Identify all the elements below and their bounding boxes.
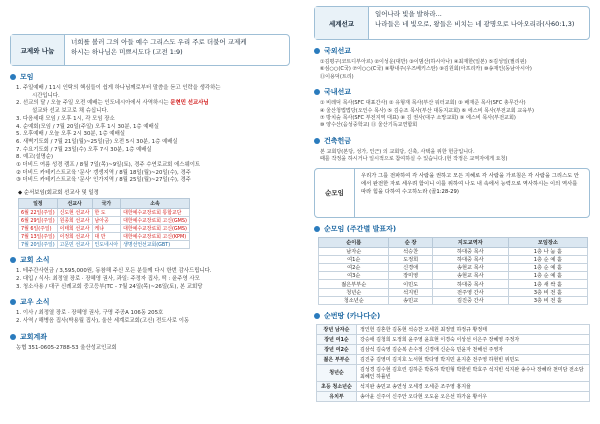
table-row: 청년순 석지빈 전주영 간사 3층 비 전 홀: [319, 288, 588, 296]
table-row: 초등 청소년순 석지완 송민교 송연성 오세경 오세준 조주영 홍지율: [317, 381, 590, 391]
account-text: 농협 351-0605-2788-53 울산성교인교회: [16, 344, 117, 351]
duties-table: [316, 324, 590, 402]
mission-verse-label: 세계선교: [315, 7, 369, 39]
verse-text: 너희를 볼러 그의 아들 예수 그리스도 우리 주로 더불어 교제케 하시는 하나님은 미쁘시도다 (고전 1:9): [71, 38, 247, 56]
missionary-schedule-table: 일정 선교사 국가 소속 6월 22일(주일) 신도현 선교사 한 도 대한예수교장로회 통합교단 6월 29일(주일) 원종희 선교사 남아공 대한예수교장로회 고신(GMS) 7월 6일(주일) 이태희 선교사 케냐 대한예수교장로회 고신(GMS) 7월 13일(주일) 이정희 선교사 대 만 대한예수교장로회 고신(KPM) 7월 20일(주일) 고문민 선교사 인도네시아 생명선언선교회(GBT): [18, 198, 190, 249]
account-title: 교회계좌: [10, 332, 290, 342]
table-row: 여3순 장미영 송현교 목사 1층 순 예 홀: [319, 272, 588, 280]
table-row: 유치부 송아윤 신주이 신주안 오다현 오도윤 오은선 하가윤 황서우: [317, 391, 590, 401]
bullet-icon: [10, 334, 16, 340]
mission-verse-text: 일어나라 빛을 발하라... 나라들은 네 빛으로, 왕들은 비치는 네 광명으로 나아오리라(사60:1,3): [375, 10, 575, 28]
bullet-icon: [314, 138, 320, 144]
table-row: 6월 22일(주일) 신도현 선교사 한 도 대한예수교장로회 통합교단: [19, 209, 190, 217]
serve-heading: 순모임 (주간별 발표자): [314, 224, 590, 234]
bullet-icon: [314, 89, 320, 95]
verse-box: [10, 34, 290, 66]
table-row: 장년 남자순 정인헌 김혼한 김동현 석승찬 오세원 최정열 하정규 황정태: [317, 324, 590, 334]
order-text: 우리가 그를 전파하여 각 사람을 권하고 모든 지혜로 각 사람을 가르침은 각 사람을 그리스도 안에서 완전한 자로 세우려 함이니 이를 위하여 나도 내 속에서 능력으로 역사하시는 이의 역사를 따라 힘을 다하여 수고하노라 (골1:28-29): [361, 172, 580, 195]
group-table: 순이름 순 장 지도교역자 모임장소 남자순 석승찬 하대중 목사 1층 나 눔 홀 여1순 도정희 하대중 목사 1층 순 예 홀 여2순 신경애 송현교 목사 1층 순 예 홀 여3순 장미영 송현교 목사 1층 순 예 홀 젊은부부순 이민도 하대중 목사 1층 새 싹 홀 청년순 석지빈 전주영 간사 3층 비 전 홀 청소년순 송민교 김진중 간사 3층 비 전 홀: [318, 237, 588, 305]
building-fund-text: 본 교회당(본당, 성가, 인근) 의 교회당, 신축, 사택을 위한 헌금입니다. 때를 작정을 하시거나 일시적으로 참여하실 수 있습니다.(헌 작정은 교역자에게 요청): [320, 148, 508, 163]
notices-title: 모임: [10, 72, 290, 82]
table-row: 청소년순 송민교 김진중 간사 3층 비 전 홀: [319, 296, 588, 304]
friends-title: 교우 소식: [10, 297, 290, 307]
bullet-icon: [314, 226, 320, 232]
world-mission-list: ①김평구(코트디부아르) ②이성운(대만) ③이범산(하시아나) ④최재한(일본) ⑤김성일(필리핀) ⑥심○○(C국) ⑦이○○(C국) ⑧황내주(우즈베키스탄) ⑨김원회(아프리카) ⑩송재인(동남아시아) ⑪이용덕(트리): [320, 59, 532, 80]
right-page: [300, 0, 600, 424]
table-row: 남자순 석승찬 하대중 목사 1층 나 눔 홀: [319, 247, 588, 255]
verse-label: 교제와 나눔: [11, 35, 65, 65]
table-row: 젊은부부순 이민도 하대중 목사 1층 새 싹 홀: [319, 280, 588, 288]
table-row: 7월 6일(주일) 이태희 선교사 케냐 대한예수교장로회 고신(GMS): [19, 225, 190, 233]
friends-list: 1. 이사 / 최정열 장로 · 장혜영 권사, 구명 주공A 106동 205호 2. 사역 / 해병음 집사(박용월 집사), 울산 세계로교회(고신) 전도사로 이동: [16, 310, 190, 324]
order-box: [314, 168, 590, 218]
schedule-heading: ◆ 순서보임(회교회 선교사 및 일정: [18, 190, 99, 197]
table-row: 젊은 부부순 김진중 김영미 김지호 노서현 박다영 박지민 윤지훈 전주영 하현빈 위민도: [317, 354, 590, 364]
bullet-icon: [10, 74, 16, 80]
table-row: 7월 20일(주일) 고문민 선교사 인도네시아 생명선언선교회(GBT): [19, 241, 190, 249]
table-row: 장년 여2순 김삼석 김숙영 김순복 손수정 신경애 신순옥 민윤자 천해선 주영자: [317, 344, 590, 354]
building-fund-title: 건축헌금: [314, 136, 590, 146]
order-label: 순모임: [315, 169, 355, 217]
news-list: 1. 테주간사헌금 / 3,595,000원, 동참해 주신 모든 분들께 다시 한번 감사드립니다. 2. 대입 / 식사: 최정열 장로 · 장혜영 권사, 과일: 주정자 집사, 떡 : 윤주영 사모 3. 청소사용 / 대구 신례교회 중고등부(TC - 7월 24일(목)~26일(토), 본 교회당: [16, 268, 212, 290]
table-row: 7월 13일(주일) 이정희 선교사 대 만 대한예수교장로회 고신(KPM): [19, 233, 190, 241]
bullet-icon: [10, 299, 16, 305]
notices-list: 1. 주일예배 / 11시 인탁의 핵심들이 쉽게 하나님께로부터 말씀을 듣고 인락을 생각하는 시간입니다. 2. 선교의 달 / 오늘 주일 오전 예배는 인도네시아에서 사역하시는 문현민 선교사님 설교와 선교 보고로 채 슈십니다. 3. 다음세대 모임 / 오후 1시, 각 모임 장소 4. 순예회(모임 / 7월 20일(주일) 오후 1시 30분, 1층 예배실 5. 오후예배 / 오늘 오후 2시 30분, 1층 예배실 6. 새벽기도회 / 7월 21일(월)~25일(금) 오전 5시 30분, 1층 예배실 7. 수요기도회 / 7월 23일(수) 오후 7시 30분, 1층 예배실 8. 예고(설명순) ① 더비드 여름 성경 캠프 / 8월 7일(목)~9일(토), 경주 수연로교회 에스웨이트 ② 더비드 카테키스트교육 '문사' 갱생지역 / 8월 18일(월)~20일(수), 경주 ③ 더비드 카테키스트교육 '문사' 인가지역 / 8월 25일(월)~27일(수), 경주: [16, 85, 221, 184]
duties-heading: 순번땅 (카나다순): [314, 311, 590, 321]
table-row: 6월 29일(주일) 원종희 선교사 남아공 대한예수교장로회 고신(GMS): [19, 217, 190, 225]
domestic-mission-title: 국내선교: [314, 87, 590, 97]
table-row: 청년순 김성경 김수현 김호린 김하준 박동하 박민형 박한빈 박효주 석지빈 석지완 송수나 장혜라 천미담 전소담 최혜인 하률빈: [317, 364, 590, 381]
missionary-highlight: 문현민 선교사님: [170, 100, 209, 107]
bullet-icon: [314, 48, 320, 54]
domestic-mission-list: ① 비레덕 목사(SFC 대표간사) ② 유형재 목사(부산 워터교회) ③ 배재준 목사(SFC 총무간사) ④ 울산청법법당(오인수 목사) ⑤ 김승조 목사(부산 대동지교회) ⑥ 에스비 목사(부전교회 교육부) ⑦ 방치숲 목사(SFC 부전지역 대표) ⑧ 김 권사(대구 소망교회) ⑨ 에스비 목사(부전교회) ⑩ 양수산(음성중학교) ⑪ 울산기독교연합회: [320, 100, 535, 129]
table-row: 장년 여1순 강승애 김청희 도정희 윤주영 윤효현 이경숙 이상선 이은주 장혜영 주정자: [317, 334, 590, 344]
bullet-icon: [10, 257, 16, 263]
table-row: 여1순 도정희 하대중 목사 1층 순 예 홀: [319, 255, 588, 263]
bullet-icon: [314, 313, 320, 319]
world-mission-title: 국외선교: [314, 46, 590, 56]
news-title: 교회 소식: [10, 255, 290, 265]
table-row: 여2순 신경애 송현교 목사 1층 순 예 홀: [319, 264, 588, 272]
mission-verse-box: [314, 6, 590, 40]
